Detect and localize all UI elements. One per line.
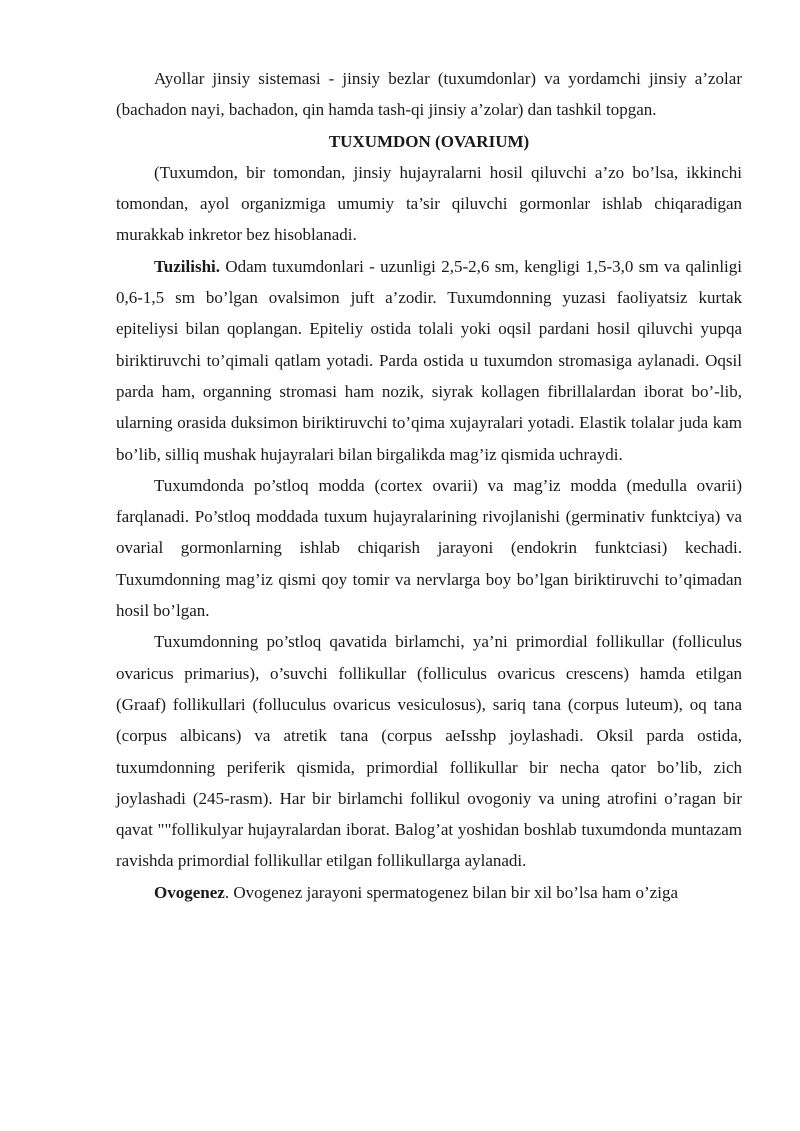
ovogenez-term: Ovogenez (154, 882, 225, 902)
structure-paragraph (116, 251, 742, 470)
section-heading: TUXUMDON (OVARIUM) (328, 131, 530, 151)
ovogenez-text: . Ovogenez jarayoni spermatogenez bilan bir xil bo’lsa ham o’ziga (224, 882, 679, 902)
intro-paragraph: Ayollar jinsiy sistemasi - jinsiy bezlar (tuxumdonlar) va yordamchi jinsiy a’zolar (bachadon nayi, bachadon, qin hamda tash-qi jinsiy a’zolar) dan tashkil topgan. (116, 69, 742, 120)
structure-text: Odam tuxumdonlari - uzunligi 2,5-2,6 sm, kengligi 1,5-3,0 sm va qalinligi 0,6-1,5 sm bo’lgan ovalsimon juft a’zodir. Tuxumdonning yuzasi faoliyatsiz kurtak epiteliysi bilan qoplangan. Epiteliy ostida tolali yoki oqsil pardani hosil qiluvchi yupqa biriktiruvchi to’qimali qatlam yotadi. Parda ostida u tuxumdon stromasiga aylanadi. Oqsil parda ham, organning stromasi ham nozik, siyrak kollagen fibrillalardan iborat bo’-lib, ularning orasida duksimon biriktiruvchi to’qima xujayralari yotadi. Elastik tolalar juda kam bo’lib, silliq mushak hujayralari bilan birgalikda mag’iz qismida uchraydi. (116, 256, 742, 464)
follicles-paragraph: Tuxumdonning po’stloq qavatida birlamchi, ya’ni primordial follikullar (folliculus ovaricus primarius), o’suvchi follikullar (folliculus ovaricus crescens) hamda etilgan (Graaf) follikullari (folluculus ovaricus vesiculosus), sariq tana (corpus luteum), oq tana (corpus albicans) va atretik tana (corpus aeIsshp joylashadi. Oksil parda ostida, tuxumdonning periferik qismida, primordial follikullar bir necha qator bo’lib, zich joylashadi (245-rasm). Har bir birlamchi follikul ovogoniy va uning atrofini o’ragan bir qavat ""follikulyar hujayralardan iborat. Balog’at yoshidan boshlab tuxumdonda muntazam ravishda primordial follikullar etilgan follikullarga aylanadi. (116, 632, 742, 871)
ovogenez-paragraph (116, 877, 742, 908)
structure-term: Tuzilishi. (154, 256, 220, 276)
cortex-medulla-paragraph: Tuxumdonda po’stloq modda (cortex ovarii) va mag’iz modda (medulla ovarii) farqlanadi. Po’stloq moddada tuxum hujayralarining rivojlanishi (germinativ funktciya) va ovarial gormonlarning ishlab chiqarish jarayoni (endokrin funktciasi) kechadi. Tuxumdonning mag’iz qismi qoy tomir va nervlarga boy bo’lgan biriktiruvchi to’qimadan hosil bo’lgan. (116, 475, 742, 621)
document-page (116, 63, 742, 908)
definition-paragraph: (Tuxumdon, bir tomondan, jinsiy hujayralarni hosil qiluvchi a’zo bo’lsa, ikkinchi tomondan, ayol organizmiga umumiy ta’sir qiluvchi gormonlar ishlab chiqaradigan murakkab inkretor bez hisoblanadi. (116, 162, 742, 245)
